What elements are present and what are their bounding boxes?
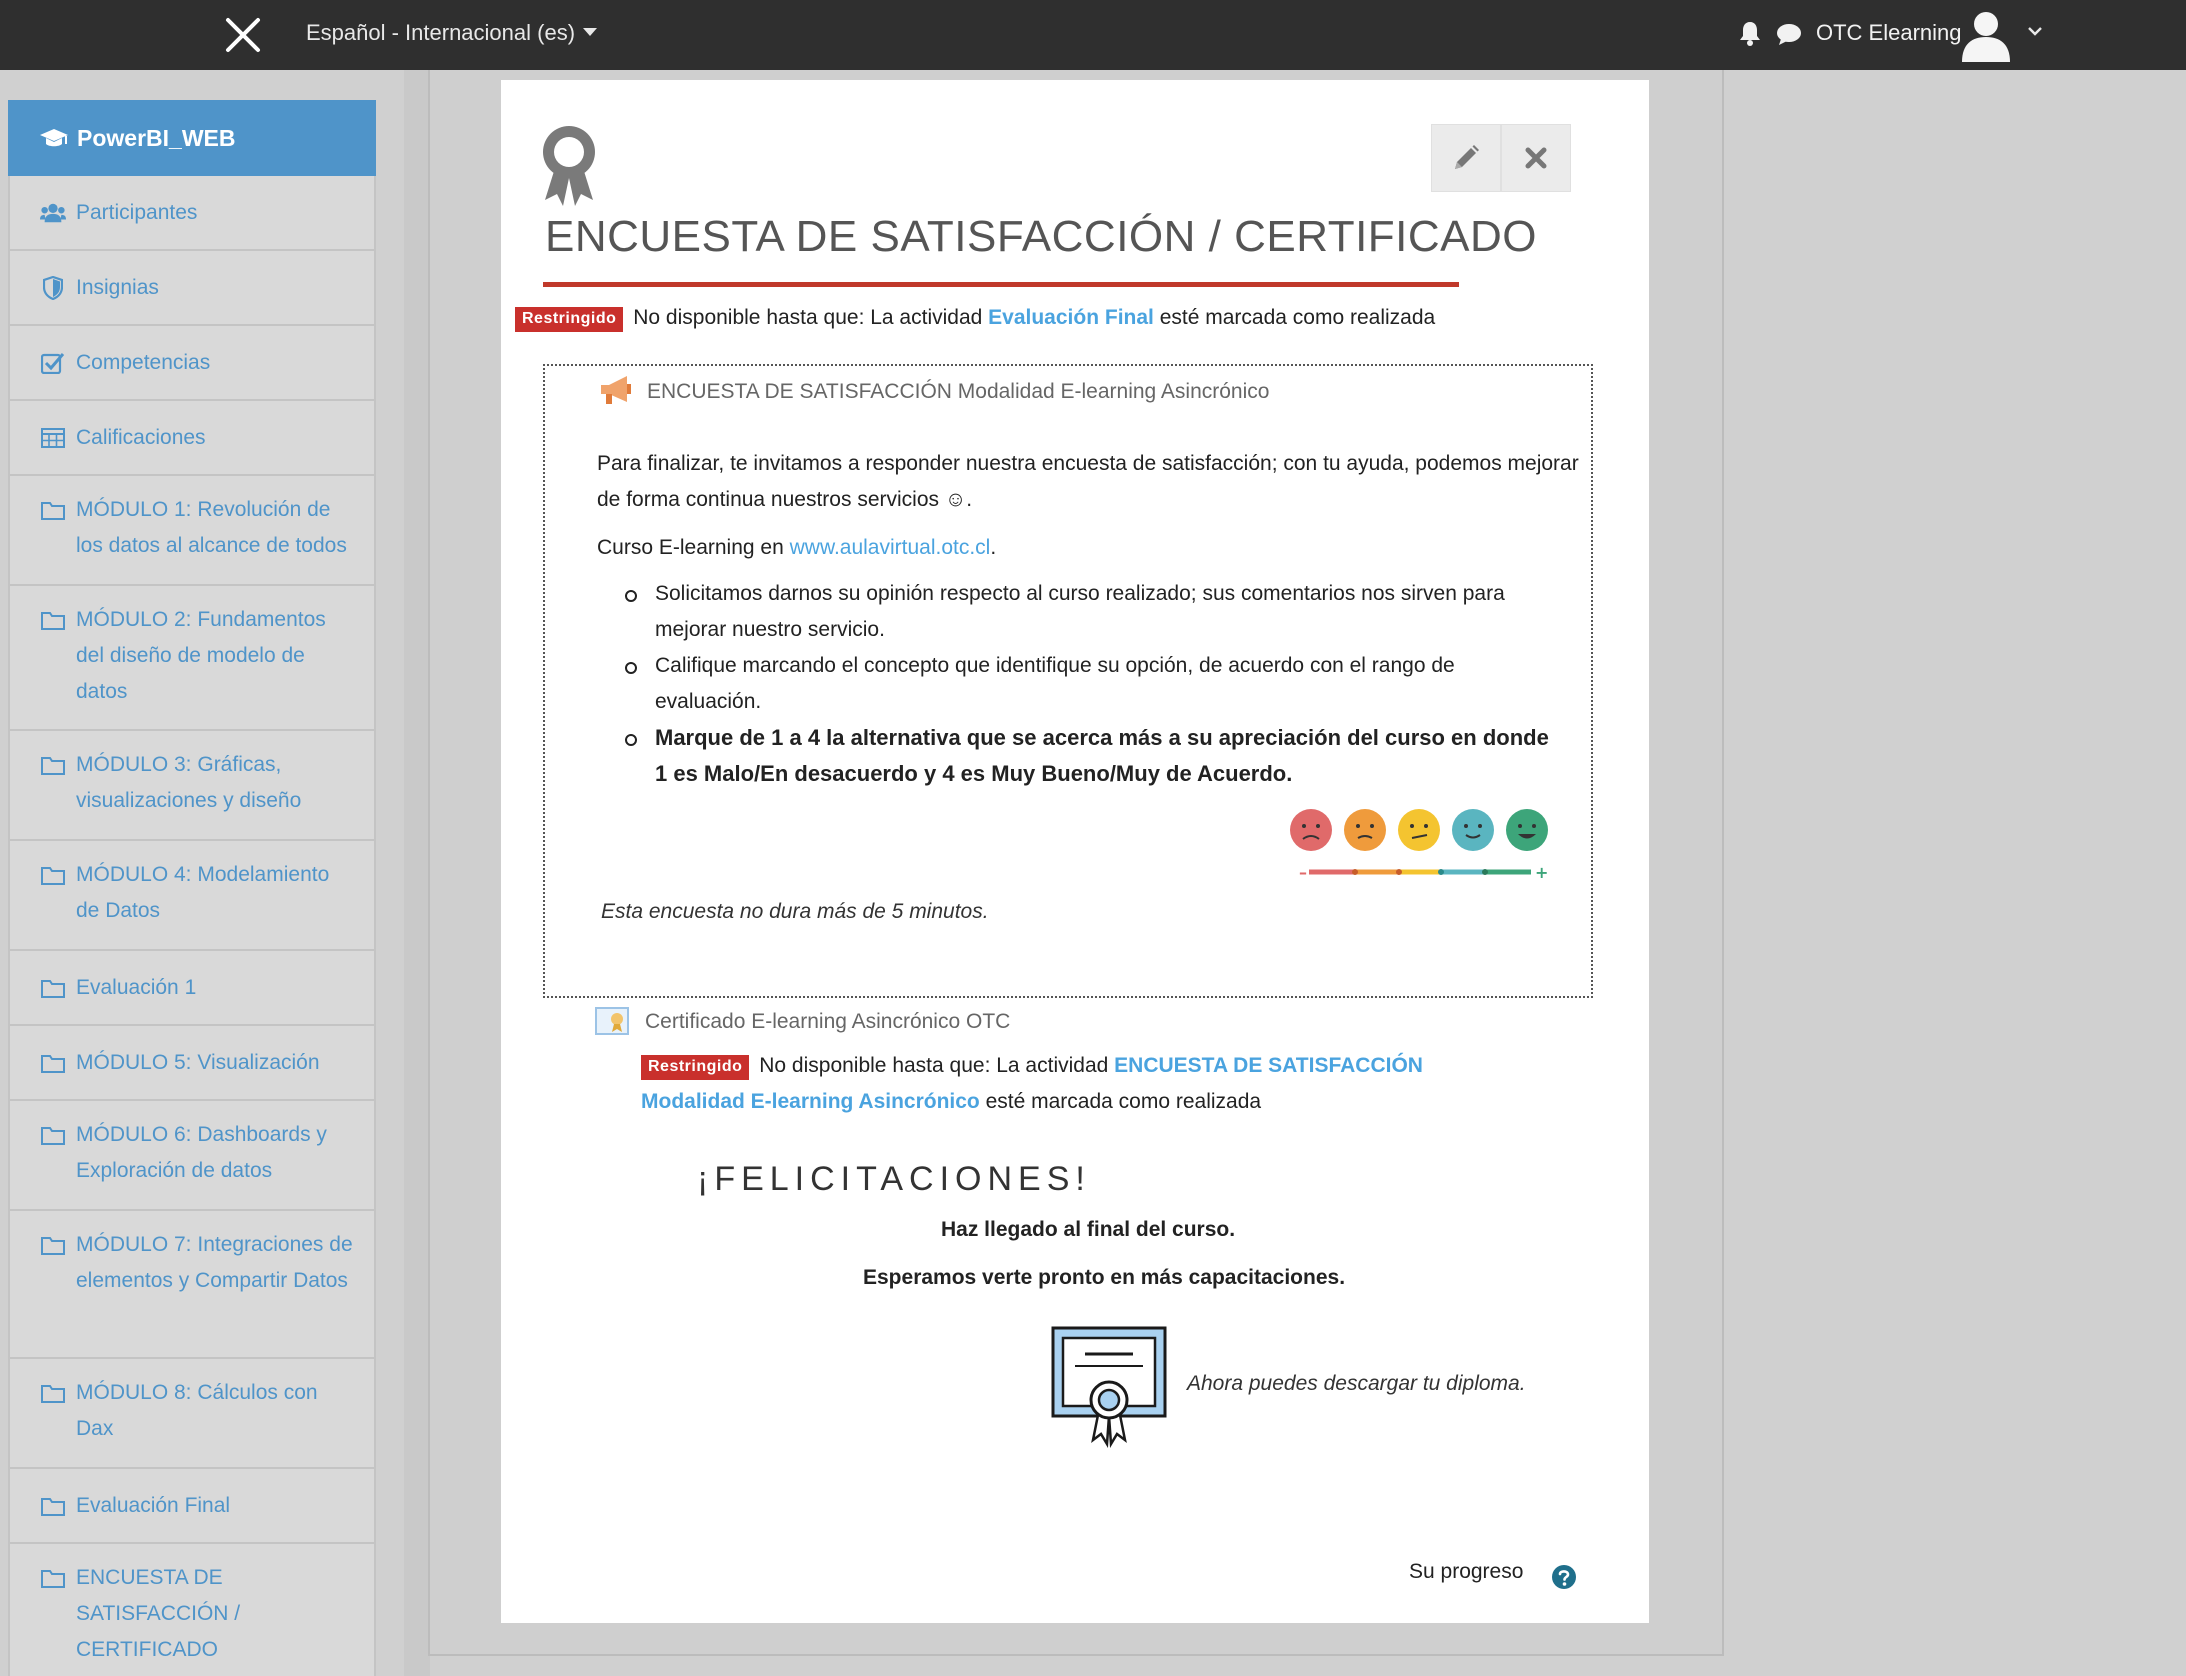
course-suffix: . xyxy=(990,536,997,559)
sidebar-item-modulo-6[interactable] xyxy=(8,1101,376,1211)
activity-link[interactable]: Evaluación Final xyxy=(988,306,1154,329)
certificate-restriction xyxy=(641,1048,1423,1120)
sidebar-item-label: MÓDULO 1: Revolución de los datos al alcance de todos xyxy=(76,498,347,557)
sidebar-item-modulo-5[interactable] xyxy=(8,1026,376,1101)
folder-icon xyxy=(41,1383,65,1403)
sidebar-item-label: Calificaciones xyxy=(76,425,206,449)
activity-link[interactable]: ENCUESTA DE SATISFACCIÓN xyxy=(1114,1054,1423,1077)
close-drawer-icon[interactable] xyxy=(222,14,264,56)
folder-icon xyxy=(41,610,65,630)
diploma-text: Ahora puedes descargar tu diploma. xyxy=(1187,1372,1526,1395)
checkbox-icon xyxy=(41,352,65,374)
restricted-badge: Restringido xyxy=(641,1055,749,1080)
close-icon xyxy=(1524,146,1548,170)
course-name: PowerBI_WEB xyxy=(77,124,236,151)
section-title: ENCUESTA DE SATISFACCIÓN / CERTIFICADO xyxy=(545,212,1538,261)
sidebar-course-home[interactable] xyxy=(8,100,376,176)
language-menu[interactable] xyxy=(306,20,597,46)
certificate-title[interactable]: Certificado E-learning Asincrónico OTC xyxy=(645,1010,1011,1033)
sidebar-item-modulo-3[interactable] xyxy=(8,731,376,841)
chat-icon[interactable] xyxy=(1776,22,1802,46)
sidebar-item-label: MÓDULO 7: Integraciones de elementos y Compartir Datos xyxy=(76,1233,353,1292)
survey-activity xyxy=(543,364,1593,998)
sidebar-item-modulo-1[interactable] xyxy=(8,476,376,586)
sidebar-item-label: Evaluación 1 xyxy=(76,975,197,999)
folder-icon xyxy=(41,1053,65,1073)
scale-plus: + xyxy=(1535,863,1549,882)
title-underline xyxy=(543,282,1459,287)
sidebar-item-competencias[interactable] xyxy=(8,326,376,401)
satisfaction-scale-icon xyxy=(1285,806,1555,886)
sidebar-item-label: Competencias xyxy=(76,350,211,374)
sidebar-item-insignias[interactable] xyxy=(8,251,376,326)
language-label: Español - Internacional (es) xyxy=(306,20,576,45)
sidebar-item-label: Evaluación Final xyxy=(76,1493,231,1517)
sidebar-item-label: MÓDULO 5: Visualización xyxy=(76,1050,320,1074)
graduation-cap-icon xyxy=(39,127,69,149)
activity-link-continued[interactable]: Modalidad E-learning Asincrónico xyxy=(641,1090,980,1113)
folder-icon xyxy=(41,1235,65,1255)
section-restriction xyxy=(515,300,1435,336)
sidebar-item-label: Participantes xyxy=(76,200,198,224)
user-name[interactable]: OTC Elearning xyxy=(1816,20,1962,45)
course-link[interactable]: www.aulavirtual.otc.cl xyxy=(789,536,991,559)
restriction-prefix: No disponible hasta que: La actividad xyxy=(633,306,983,329)
course-line xyxy=(597,530,996,566)
survey-note: Esta encuesta no dura más de 5 minutos. xyxy=(601,900,989,923)
restriction-suffix: esté marcada como realizada xyxy=(985,1090,1262,1113)
survey-intro-line-1: Para finalizar, te invitamos a responder nuestra encuesta de satisfacción; con tu ayuda, podemos mejorar xyxy=(597,452,1579,475)
bell-icon[interactable] xyxy=(1738,20,1762,46)
folder-icon xyxy=(41,865,65,885)
caret-down-icon xyxy=(583,28,597,36)
top-navbar xyxy=(0,0,2186,70)
folder-icon xyxy=(41,1568,65,1588)
folder-icon xyxy=(41,755,65,775)
list-item: Califique marcando el concepto que identifique su opción, de acuerdo con el rango de evaluación. xyxy=(625,648,1565,720)
folder-icon xyxy=(41,978,65,998)
help-icon[interactable] xyxy=(1551,1564,1577,1590)
users-icon xyxy=(40,202,66,224)
sidebar-item-participantes[interactable] xyxy=(8,176,376,251)
course-prefix: Curso E-learning en xyxy=(597,536,784,559)
close-button[interactable] xyxy=(1501,124,1571,192)
award-icon xyxy=(537,124,601,208)
congrats-heading: ¡FELICITACIONES! xyxy=(697,1160,1091,1198)
restriction-suffix: esté marcada como realizada xyxy=(1159,306,1436,329)
sidebar-item-evaluacion-final[interactable] xyxy=(8,1469,376,1544)
congrats-line-1: Haz llegado al final del curso. xyxy=(941,1218,1236,1241)
main-gutter xyxy=(404,70,430,1676)
diploma-icon xyxy=(1049,1324,1169,1448)
restriction-prefix: No disponible hasta que: La actividad xyxy=(759,1054,1109,1077)
sidebar-item-modulo-7[interactable] xyxy=(8,1211,376,1359)
folder-icon xyxy=(41,1125,65,1145)
sidebar-item-label: MÓDULO 3: Gráficas, visualizaciones y diseño xyxy=(76,753,302,812)
survey-title[interactable]: ENCUESTA DE SATISFACCIÓN Modalidad E-learning Asincrónico xyxy=(647,380,1270,403)
congrats-line-2: Esperamos verte pronto en más capacitaciones. xyxy=(863,1266,1346,1289)
avatar-icon[interactable] xyxy=(1958,6,2014,62)
sidebar-item-label: MÓDULO 8: Cálculos con Dax xyxy=(76,1381,318,1440)
survey-intro xyxy=(597,446,1579,518)
megaphone-icon xyxy=(597,372,633,408)
restricted-badge: Restringido xyxy=(515,307,623,332)
table-icon xyxy=(41,428,65,448)
progress-label: Su progreso xyxy=(1409,1560,1524,1583)
survey-intro-line-2: de forma continua nuestros servicios ☺. xyxy=(597,488,973,511)
sidebar-item-modulo-8[interactable] xyxy=(8,1359,376,1469)
shield-icon xyxy=(43,276,63,300)
sidebar-item-label: MÓDULO 4: Modelamiento de Datos xyxy=(76,863,330,922)
folder-icon xyxy=(41,500,65,520)
scale-minus: – xyxy=(1299,863,1307,882)
sidebar-item-calificaciones[interactable] xyxy=(8,401,376,476)
pencil-icon xyxy=(1451,143,1481,173)
course-sidebar xyxy=(8,100,376,1676)
survey-instructions xyxy=(625,576,1565,792)
sidebar-item-label: Insignias xyxy=(76,275,159,299)
section-card xyxy=(501,80,1649,1623)
folder-icon xyxy=(41,1496,65,1516)
sidebar-item-label: MÓDULO 6: Dashboards y Exploración de datos xyxy=(76,1123,327,1182)
sidebar-item-encuesta-certificado[interactable] xyxy=(8,1544,376,1676)
sidebar-item-label: MÓDULO 2: Fundamentos del diseño de modelo de datos xyxy=(76,608,326,703)
certificate-icon xyxy=(595,1006,629,1036)
chevron-down-icon[interactable] xyxy=(2026,24,2044,38)
sidebar-item-modulo-4[interactable] xyxy=(8,841,376,951)
list-item: Marque de 1 a 4 la alternativa que se acerca más a su apreciación del curso en donde 1 es Malo/En desacuerdo y 4 es Muy Bueno/Muy de Acuerdo. xyxy=(625,720,1565,792)
edit-button[interactable] xyxy=(1431,124,1501,192)
sidebar-item-label: ENCUESTA DE SATISFACCIÓN / CERTIFICADO xyxy=(76,1566,241,1661)
list-item: Solicitamos darnos su opinión respecto al curso realizado; sus comentarios nos sirven para mejorar nuestro servicio. xyxy=(625,576,1565,648)
sidebar-item-modulo-2[interactable] xyxy=(8,586,376,731)
sidebar-item-evaluacion-1[interactable] xyxy=(8,951,376,1026)
